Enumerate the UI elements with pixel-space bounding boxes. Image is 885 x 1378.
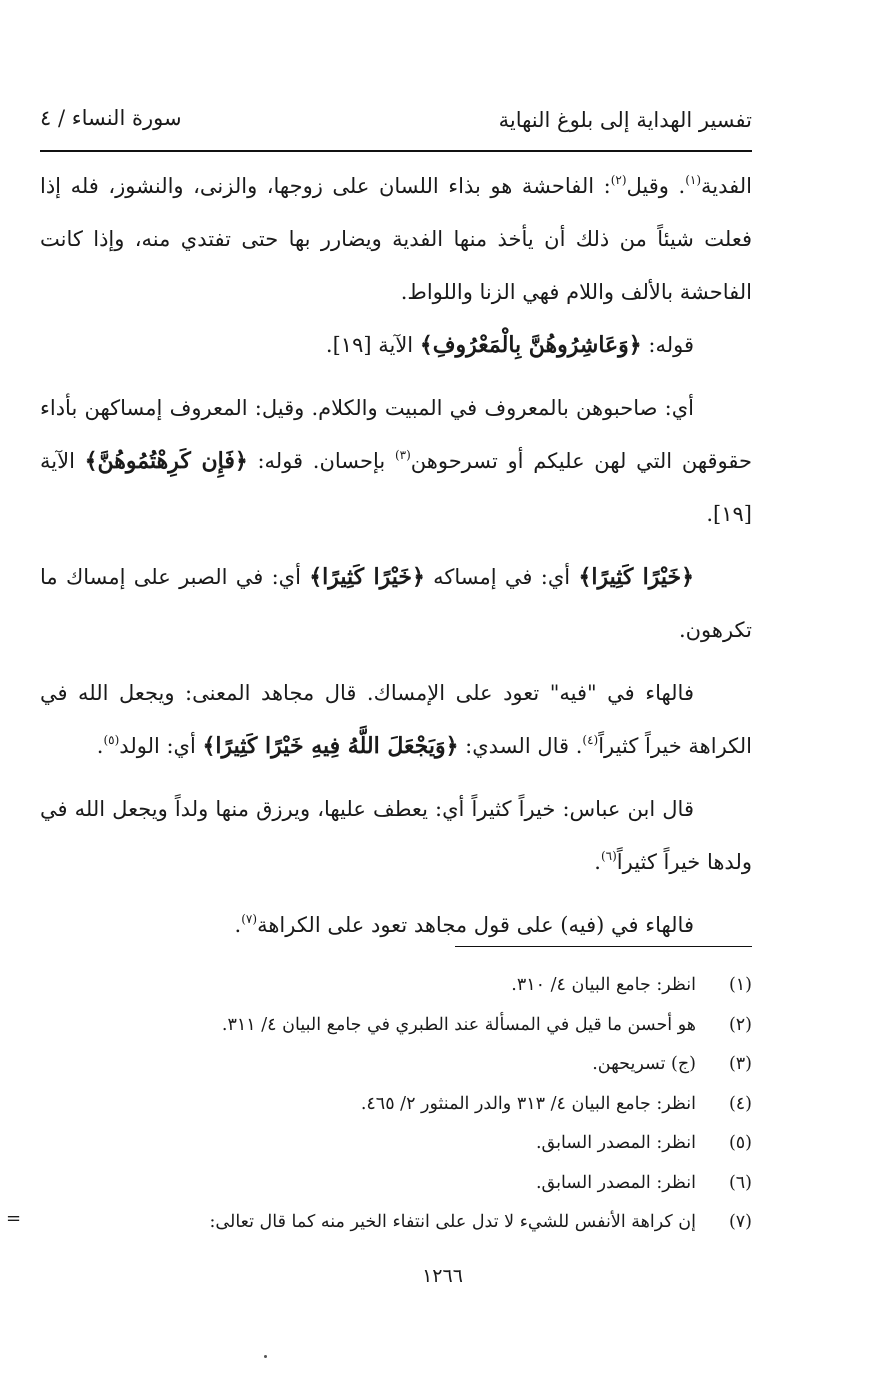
footnote-ref-5: (٥) [103, 733, 120, 747]
paragraph-4: فالهاء في "فيه" تعود على الإمساك. قال مجاهد المعنى: ويجعل الله في الكراهة خيراً كثيراً$^{(٤)}$. قال السدي: ﴿وَيَجْعَلَ اللَّهُ فِيهِ خَيْرًا كَثِيرًا﴾ أي: الولد$^{(٥)}$. [40, 681, 752, 759]
footnote-ref-1: (١) [685, 173, 702, 187]
quran-quote: ﴿وَعَاشِرُوهُنَّ بِالْمَعْرُوفِ﴾ [419, 332, 642, 358]
book-title: تفسير الهداية إلى بلوغ النهاية [498, 108, 752, 132]
footnote-item: (٤) انظر: جامع البيان ٤/ ٣١٣ والدر المنثور ٢/ ٤٦٥. [360, 1093, 752, 1114]
paragraph-5: قال ابن عباس: خيراً كثيراً أي: يعطف عليها، ويرزق منها ولداً ويجعل الله في ولدها خيراً كثيراً$^{(٦)}$. [40, 797, 752, 874]
footnote-ref-4: (٤) [582, 733, 599, 747]
quran-quote: ﴿فَإِن كَرِهْتُمُوهُنَّ﴾ [84, 448, 248, 474]
paragraph-3: ﴿خَيْرًا كَثِيرًا﴾ أي: في إمساكه ﴿خَيْرًا كَثِيرًا﴾ أي: في الصبر على إمساك ما تكرهون. [40, 564, 752, 642]
paragraph-6: فالهاء في (فيه) على قول مجاهد تعود على الكراهة$^{(٧)}$. [234, 912, 694, 937]
quran-quote: ﴿وَيَجْعَلَ اللَّهُ فِيهِ خَيْرًا كَثِيرًا﴾ [202, 733, 459, 759]
footnote-item: (٧) إن كراهة الأنفس للشيء لا تدل على انتفاء الخير منه كما قال تعالى: [209, 1212, 752, 1232]
quran-quote: ﴿خَيْرًا كَثِيرًا﴾ [309, 564, 425, 590]
scan-speck [264, 1355, 267, 1358]
footnote-item: (٢) هو أحسن ما قيل في المسألة عند الطبري في جامع البيان ٤/ ٣١١. [221, 1014, 752, 1035]
page-number: ١٢٦٦ [422, 1265, 463, 1287]
footnote-ref-2: (٢) [610, 173, 627, 187]
footnote-item: (٣) (ج) تسريحهن. [592, 1054, 752, 1074]
quran-quote: ﴿خَيْرًا كَثِيرًا﴾ [578, 564, 695, 590]
verse-line: قوله: ﴿وَعَاشِرُوهُنَّ بِالْمَعْرُوفِ﴾ الآية [١٩]. [325, 332, 694, 358]
footnote-ref-3: (٣) [394, 448, 411, 462]
surah-label: سورة النساء / ٤ [40, 106, 182, 130]
footnote-item: (٦) انظر: المصدر السابق. [535, 1172, 752, 1193]
footnote-item: (١) انظر: جامع البيان ٤/ ٣١٠. [511, 975, 752, 995]
paragraph-1: الفدية$^{(١)}$. وقيل$^{(٢)}$: الفاحشة هو بذاء اللسان على زوجها، والزنى، والنشوز، فله إذا فعلت شيئاً من ذلك أن يأخذ منها الفدية ويضارر بها حتى تفتدي منه، وإذا كانت الفاحشة بالألف واللام فهي الزنا واللواط. [40, 173, 752, 304]
footnote-divider [455, 946, 752, 947]
footnote-item: (٥) انظر: المصدر السابق. [535, 1133, 752, 1153]
footnotes [40, 966, 752, 1243]
footnote-ref-6: (٦) [600, 849, 617, 863]
paragraph-2: أي: صاحبوهن بالمعروف في المبيت والكلام. وقيل: المعروف إمساكهن بأداء حقوقهن التي لهن عليكم أو تسرحوهن$^{(٣)}$ بإحسان. قوله: ﴿فَإِن كَرِهْتُمُوهُنَّ﴾ الآية [١٩]. [40, 396, 753, 526]
main-text [40, 160, 752, 952]
continuation-mark: = [6, 1208, 22, 1229]
footnote-ref-7: (٧) [241, 912, 258, 926]
running-header [40, 100, 752, 152]
